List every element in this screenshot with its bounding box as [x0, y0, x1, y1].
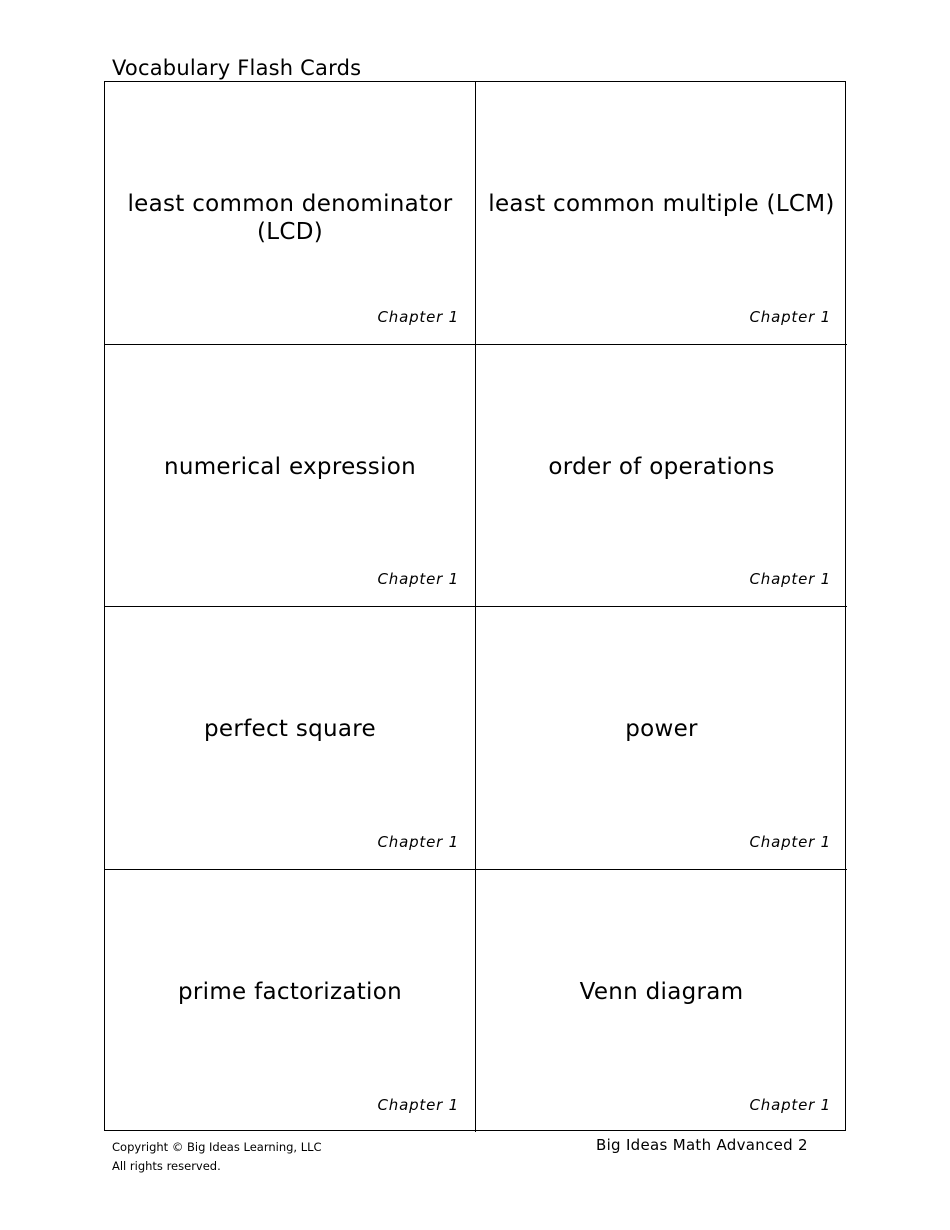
- card-chapter: Chapter 1: [377, 307, 459, 326]
- card-chapter: Chapter 1: [377, 570, 459, 588]
- card-term: prime factorization: [177, 978, 402, 1005]
- card-chapter: Chapter 1: [749, 570, 831, 588]
- card-term: perfect square: [204, 716, 376, 742]
- card-chapter: Chapter 1: [749, 832, 831, 851]
- book-title: Big Ideas Math Advanced 2: [596, 1136, 808, 1154]
- flash-card: [476, 607, 847, 870]
- card-term: numerical expression: [163, 453, 417, 480]
- card-term: order of operations: [548, 453, 775, 480]
- flash-card: [476, 870, 847, 1133]
- card-term: least common denominator (LCD): [127, 191, 453, 245]
- flash-card: [105, 82, 476, 345]
- flash-card: [105, 607, 476, 870]
- copyright-line: Copyright © Big Ideas Learning, LLC: [112, 1140, 322, 1154]
- card-term: Venn diagram: [579, 978, 744, 1005]
- flash-card-grid: [104, 81, 846, 1131]
- card-term: least common multiple (LCM): [488, 191, 835, 217]
- card-chapter: Chapter 1: [377, 832, 459, 851]
- page-title: Vocabulary Flash Cards: [112, 56, 362, 80]
- card-chapter: Chapter 1: [749, 307, 831, 326]
- flash-card: [105, 870, 476, 1133]
- flash-card: [476, 345, 847, 608]
- card-chapter: Chapter 1: [749, 1096, 831, 1114]
- copyright-notice: [112, 1138, 322, 1176]
- card-chapter: Chapter 1: [377, 1096, 459, 1114]
- rights-line: All rights reserved.: [112, 1159, 221, 1173]
- flash-card: [476, 82, 847, 345]
- flash-card: [105, 345, 476, 608]
- card-term: power: [625, 716, 698, 742]
